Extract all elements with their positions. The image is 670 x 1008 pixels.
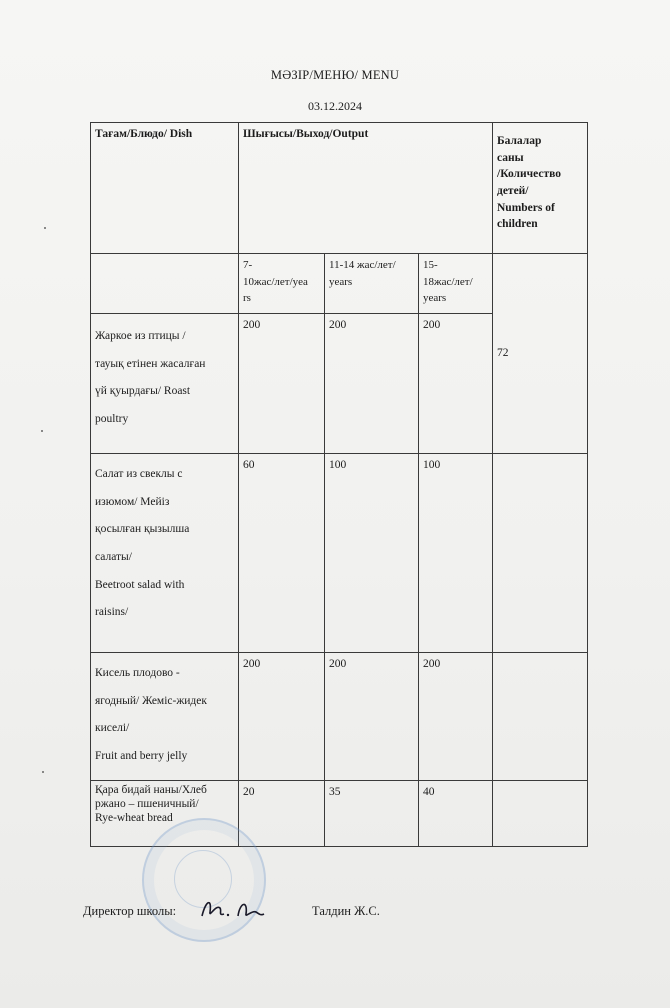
age-line: 11-14 жас/лет/	[329, 259, 396, 271]
age-line: years	[329, 275, 353, 288]
director-label: Директор школы:	[83, 904, 177, 918]
dish-line: Салат из свеклы с	[95, 468, 183, 480]
portion-15-18: 200	[419, 314, 493, 454]
empty-cell	[91, 254, 239, 314]
table-row	[91, 454, 588, 653]
dish-line: үй қуырдағы/ Roast	[95, 385, 191, 398]
table-row	[91, 653, 588, 781]
portion-11-14: 200	[325, 314, 419, 454]
portion-15-18: 200	[419, 653, 493, 781]
dish-line: Қара бидай наны/Хлеб	[95, 784, 207, 796]
dish-name	[91, 653, 239, 781]
portion-15-18: 100	[419, 454, 493, 653]
dish-line: Fruit and berry jelly	[95, 750, 188, 763]
dish-line: Кисель плодово -	[95, 667, 180, 679]
age-line: rs	[243, 292, 251, 304]
dish-line: poultry	[95, 413, 129, 426]
empty-cell	[493, 454, 588, 653]
table-header-row	[91, 123, 588, 254]
scan-speck	[42, 771, 44, 773]
dish-line: Beetroot salad with	[95, 578, 185, 591]
dish-line: изюмом/ Мейіз	[95, 495, 170, 508]
age-group-11-14	[325, 254, 419, 314]
header-line: /Количество	[497, 168, 562, 181]
dish-line: ягодный/ Жеміс-жидек	[95, 694, 207, 707]
menu-date: 03.12.2024	[308, 99, 362, 113]
portion-11-14: 100	[325, 454, 419, 653]
header-line: Numbers of	[497, 201, 555, 214]
dish-name	[91, 454, 239, 653]
age-group-15-18	[419, 254, 493, 314]
scan-speck	[41, 430, 43, 432]
age-group-7-10	[239, 254, 325, 314]
portion-7-10: 200	[239, 314, 325, 454]
age-line: 10жас/лет/yea	[243, 275, 308, 288]
director-signature	[198, 894, 268, 924]
dish-line: Rye-wheat bread	[95, 811, 173, 824]
children-count: 72	[493, 254, 588, 454]
dish-line: ржано – пшеничный/	[95, 797, 199, 810]
age-line: years	[423, 292, 447, 304]
dish-name	[91, 314, 239, 454]
dish-line: тауық етінен жасалған	[95, 357, 206, 370]
empty-cell	[493, 653, 588, 781]
portion-15-18: 40	[419, 781, 493, 847]
output-column-header: Шығысы/Выход/Output	[239, 123, 493, 254]
portion-11-14: 35	[325, 781, 419, 847]
menu-table	[90, 122, 588, 847]
dish-line: raisins/	[95, 606, 129, 619]
menu-title: МӘЗІР/МЕНЮ/ MENU	[270, 68, 400, 82]
header-line: children	[497, 218, 538, 231]
portion-11-14: 200	[325, 653, 419, 781]
header-line: саны	[497, 151, 524, 164]
header-line: Балалар	[497, 135, 542, 147]
age-line: 15-	[423, 259, 438, 271]
dish-line: Жаркое из птицы /	[95, 330, 186, 342]
director-name: Талдин Ж.С.	[312, 904, 380, 918]
portion-7-10: 60	[239, 454, 325, 653]
age-line: 18жас/лет/	[423, 275, 473, 288]
empty-cell	[493, 781, 588, 847]
children-column-header	[493, 123, 588, 254]
scan-speck	[44, 227, 46, 229]
portion-7-10: 20	[239, 781, 325, 847]
portion-7-10: 200	[239, 653, 325, 781]
dish-line: қосылған қызылша	[95, 523, 190, 536]
dish-line: салаты/	[95, 551, 132, 564]
header-line: детей/	[497, 185, 529, 198]
age-line: 7-	[243, 259, 253, 271]
dish-line: киселі/	[95, 722, 130, 735]
age-group-row	[91, 254, 588, 314]
dish-column-header: Тағам/Блюдо/ Dish	[91, 123, 239, 254]
